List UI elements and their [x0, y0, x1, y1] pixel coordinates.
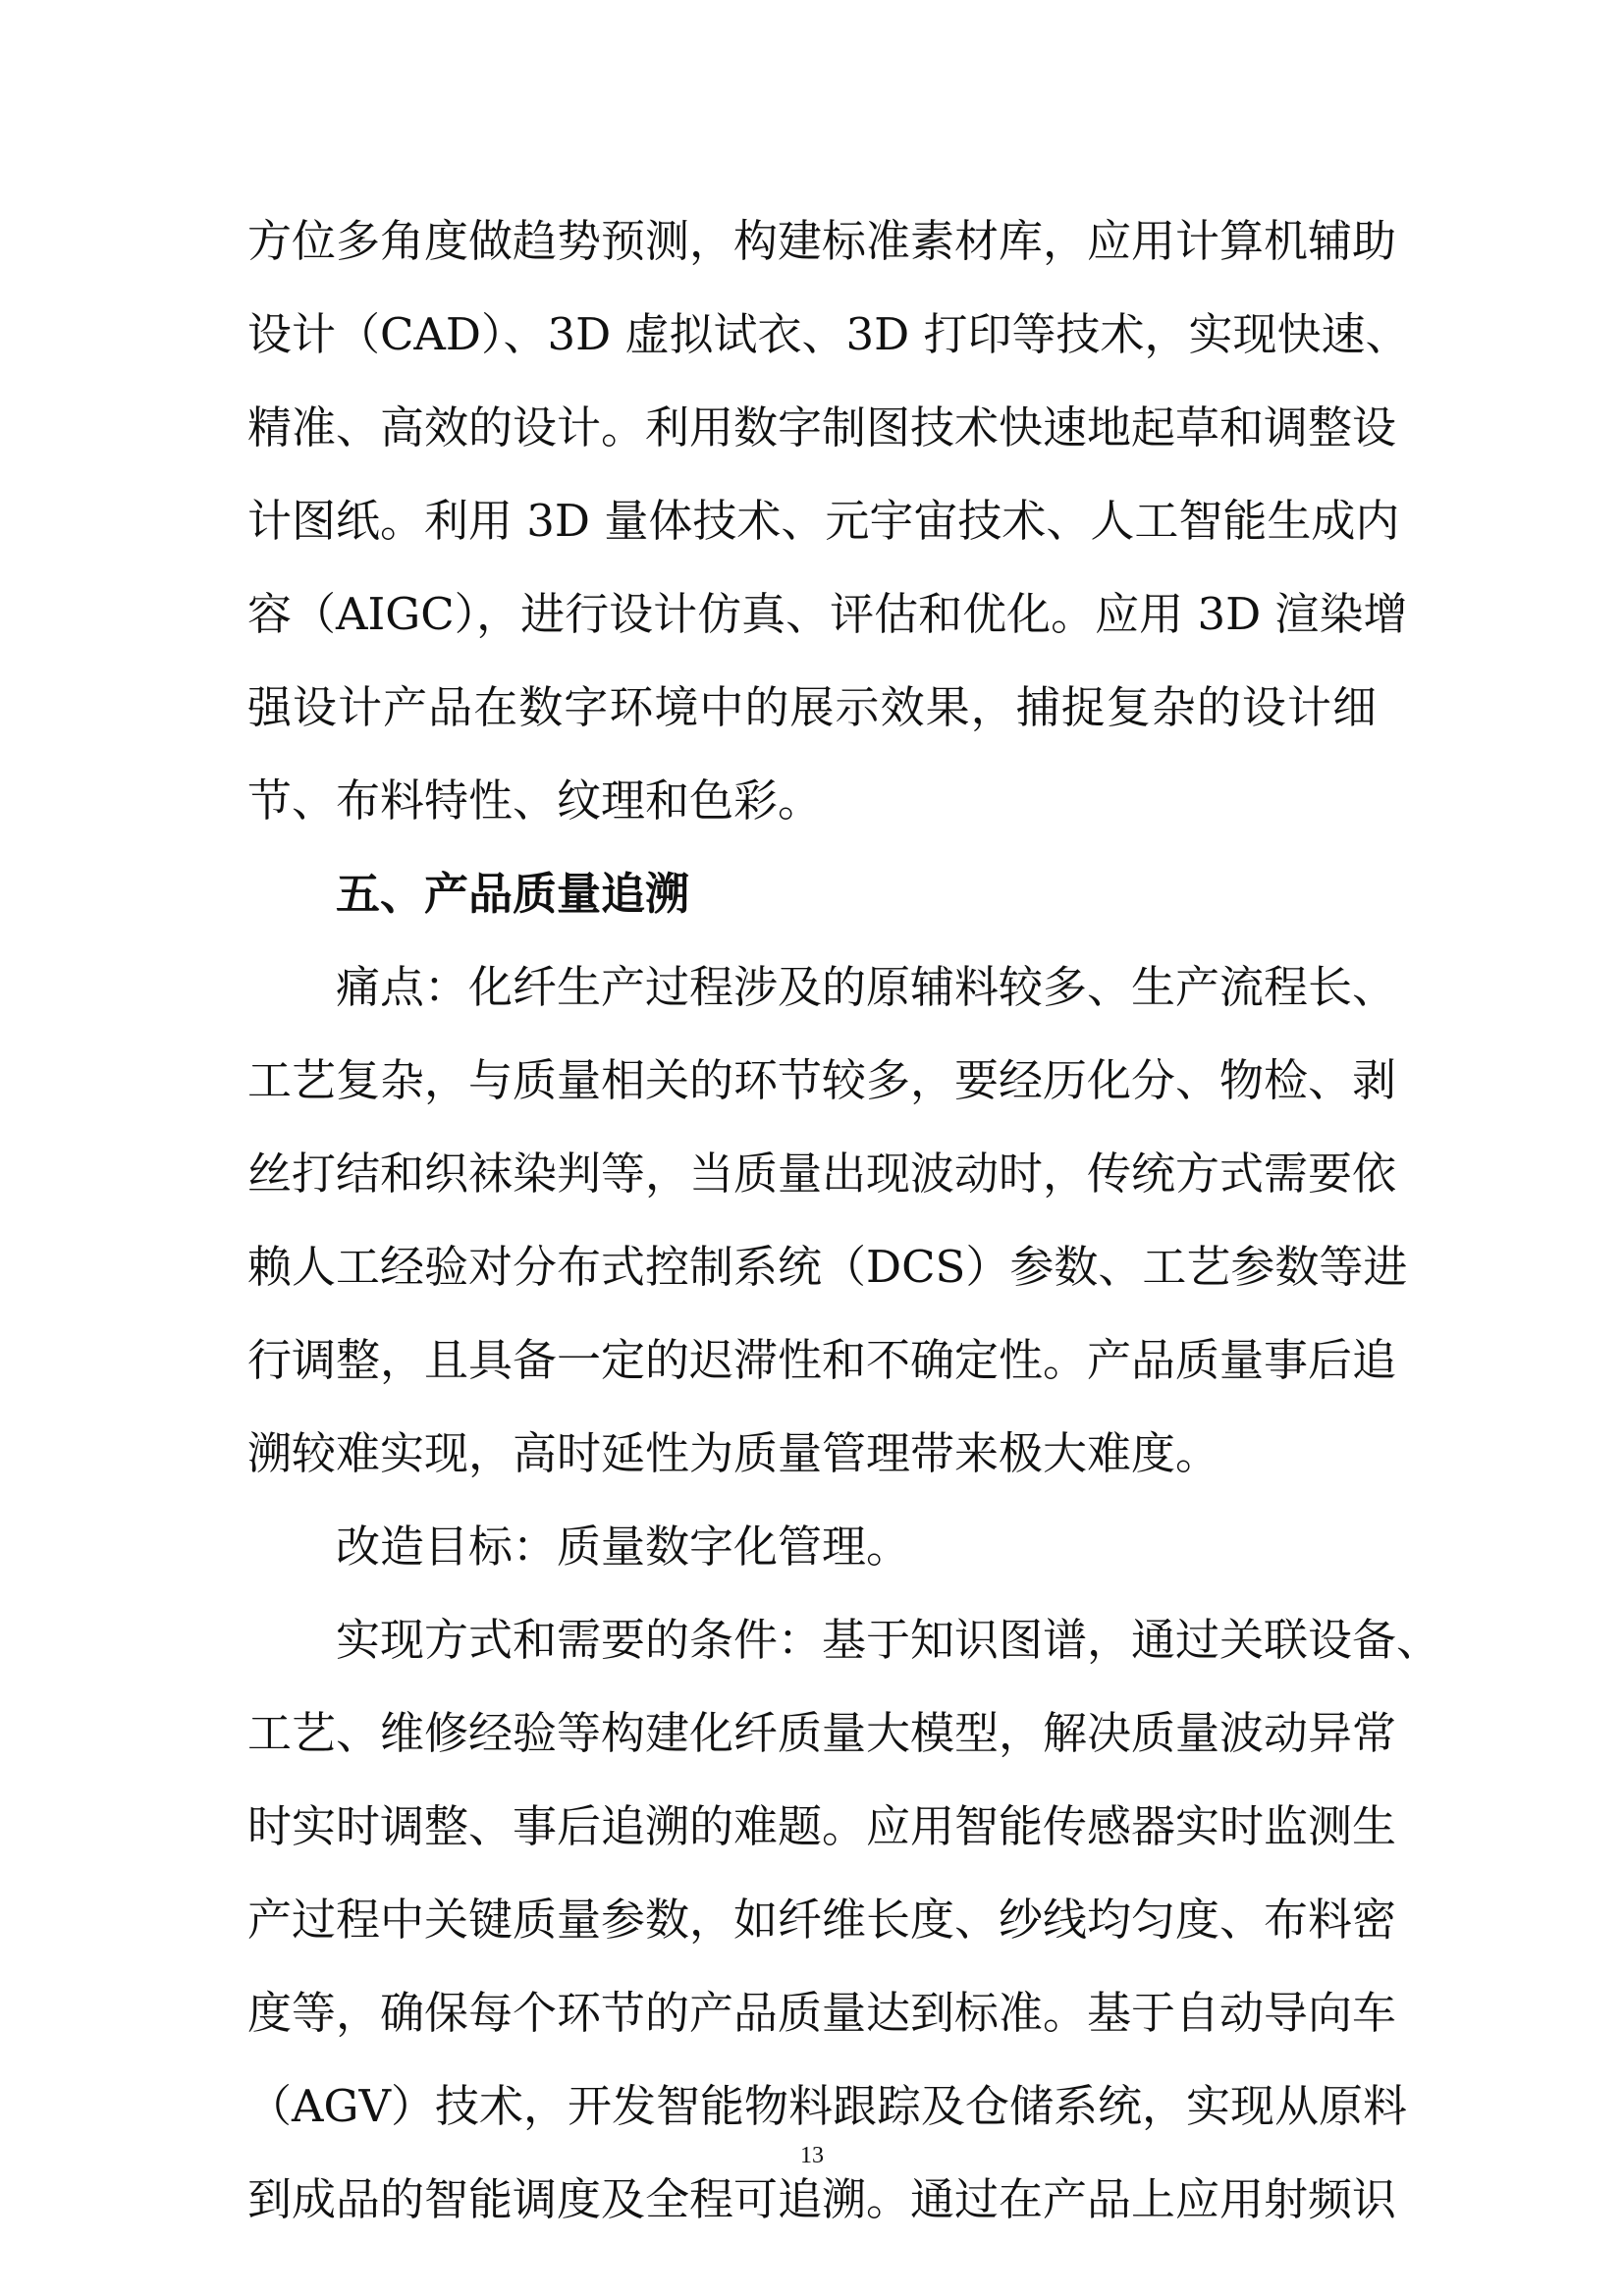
implementation-line-3: 时实时调整、事后追溯的难题。应用智能传感器实时监测生 — [247, 1800, 1397, 1852]
pain-point-line-5: 行调整，且具备一定的迟滞性和不确定性。产品质量事后追 — [247, 1334, 1397, 1386]
pain-point-line-3: 丝打结和织袜染判等，当质量出现波动时，传统方式需要依 — [247, 1148, 1397, 1200]
pain-point-line-4: 赖人工经验对分布式控制系统（DCS）参数、工艺参数等进 — [247, 1241, 1408, 1293]
implementation-line-7: 到成品的智能调度及全程可追溯。通过在产品上应用射频识 — [247, 2173, 1397, 2225]
intro-line-7: 节、布料特性、纹理和色彩。 — [247, 774, 823, 827]
pain-point-line-1: 痛点：化纤生产过程涉及的原辅料较多、生产流程长、 — [336, 961, 1397, 1013]
goal-line: 改造目标：质量数字化管理。 — [336, 1521, 911, 1573]
section-heading: 五、产品质量追溯 — [336, 868, 690, 920]
intro-line-2: 设计（CAD）、3D 虚拟试衣、3D 打印等技术，实现快速、 — [247, 308, 1410, 360]
intro-line-1: 方位多角度做趋势预测，构建标准素材库，应用计算机辅助 — [247, 215, 1397, 267]
intro-line-5: 容（AIGC），进行设计仿真、评估和优化。应用 3D 渲染增 — [247, 588, 1408, 640]
intro-line-6: 强设计产品在数字环境中的展示效果，捕捉复杂的设计细 — [247, 681, 1377, 733]
pain-point-line-2: 工艺复杂，与质量相关的环节较多，要经历化分、物检、剥 — [247, 1054, 1397, 1106]
intro-line-3: 精准、高效的设计。利用数字制图技术快速地起草和调整设 — [247, 401, 1397, 454]
implementation-line-2: 工艺、维修经验等构建化纤质量大模型，解决质量波动异常 — [247, 1707, 1397, 1759]
implementation-line-6: （AGV）技术，开发智能物料跟踪及仓储系统，实现从原料 — [247, 2080, 1407, 2132]
body-text — [247, 194, 1441, 2246]
implementation-line-1: 实现方式和需要的条件：基于知识图谱，通过关联设备、 — [336, 1614, 1441, 1666]
intro-line-4: 计图纸。利用 3D 量体技术、元宇宙技术、人工智能生成内 — [247, 495, 1400, 547]
implementation-line-5: 度等，确保每个环节的产品质量达到标准。基于自动导向车 — [247, 1987, 1397, 2039]
page-number: 13 — [800, 2143, 824, 2168]
implementation-line-4: 产过程中关键质量参数，如纤维长度、纱线均匀度、布料密 — [247, 1894, 1397, 1946]
pain-point-line-6: 溯较难实现，高时延性为质量管理带来极大难度。 — [247, 1427, 1220, 1479]
